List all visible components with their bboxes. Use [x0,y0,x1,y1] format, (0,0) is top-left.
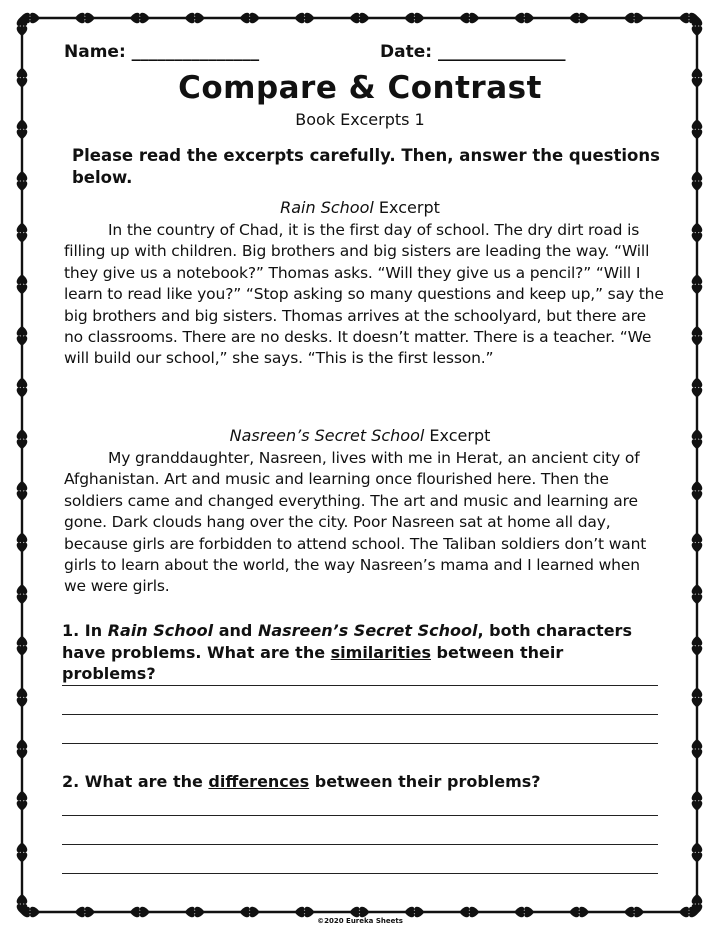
excerpt1-text: In the country of Chad, it is the first day of school. The dry dirt road is filling up with children. Big brothers and big sisters are leading the way. “Will they give us a notebook?” Thomas asks. “Will they give us a pencil?” “Will I learn to read like you?” “Stop asking so many questions and keep up,” say the big brothers and big sisters. Thomas arrives at the schoolyard, but there are no classrooms. There are no desks. It doesn’t matter. There is a teacher. “We will build our school,” she says. “This is the first lesson.” [64,221,664,368]
instructions: Please read the excerpts carefully. Then, answer the questions below. [72,146,660,187]
q1-book1: Rain School [107,621,214,640]
question2 [62,771,662,793]
answer-line[interactable] [62,685,658,686]
q2-suffix: between their problems? [314,772,541,791]
answer-line[interactable] [62,743,658,744]
date-blank[interactable]: _______________ [437,42,566,62]
date-field [380,42,565,62]
answer-line[interactable] [62,844,658,845]
excerpt1-book-title: Rain School [280,198,374,217]
answer-line[interactable] [62,873,658,874]
q2-keyword: differences [208,772,310,791]
q1-and: and [218,621,253,640]
footer-copyright: ©2020 Eureka Sheets [317,917,403,925]
q1-middle: , both characters have problems. What are the [62,621,632,662]
page-title: Compare & Contrast [178,70,542,106]
excerpt2-book-title: Nasreen’s Secret School [229,426,425,445]
date-label: Date: [380,42,433,62]
name-field [64,42,259,62]
name-label: Name: [64,42,126,62]
q1-keyword: similarities [330,642,431,662]
name-blank[interactable]: _______________ [131,42,260,62]
q1-book2: Nasreen’s Secret School [257,621,478,640]
q2-prefix: 2. What are the [62,772,203,791]
excerpt1-heading [0,198,720,217]
q1-suffix: between their problems? [62,642,564,683]
question1 [62,620,662,685]
q1-prefix: 1. In [62,621,103,640]
answer-line[interactable] [62,714,658,715]
excerpt2-heading [0,426,720,445]
excerpt2-text: My granddaughter, Nasreen, lives with me in Herat, an ancient city of Afghanistan. Art and music and learning once flourished here. Then the soldiers came and changed everything. The art and music and learning are gone. Dark clouds hang over the city. Poor Nasreen sat at home all day, because girls are forbidden to attend school. The Taliban soldiers don’t want girls to learn about the world, the way Nasreen’s mama and I learned when we were girls. [64,449,647,596]
page-subtitle: Book Excerpts 1 [295,110,425,129]
excerpt1-label: Excerpt [378,198,440,217]
answer-line[interactable] [62,815,658,816]
excerpt2-label: Excerpt [429,426,491,445]
